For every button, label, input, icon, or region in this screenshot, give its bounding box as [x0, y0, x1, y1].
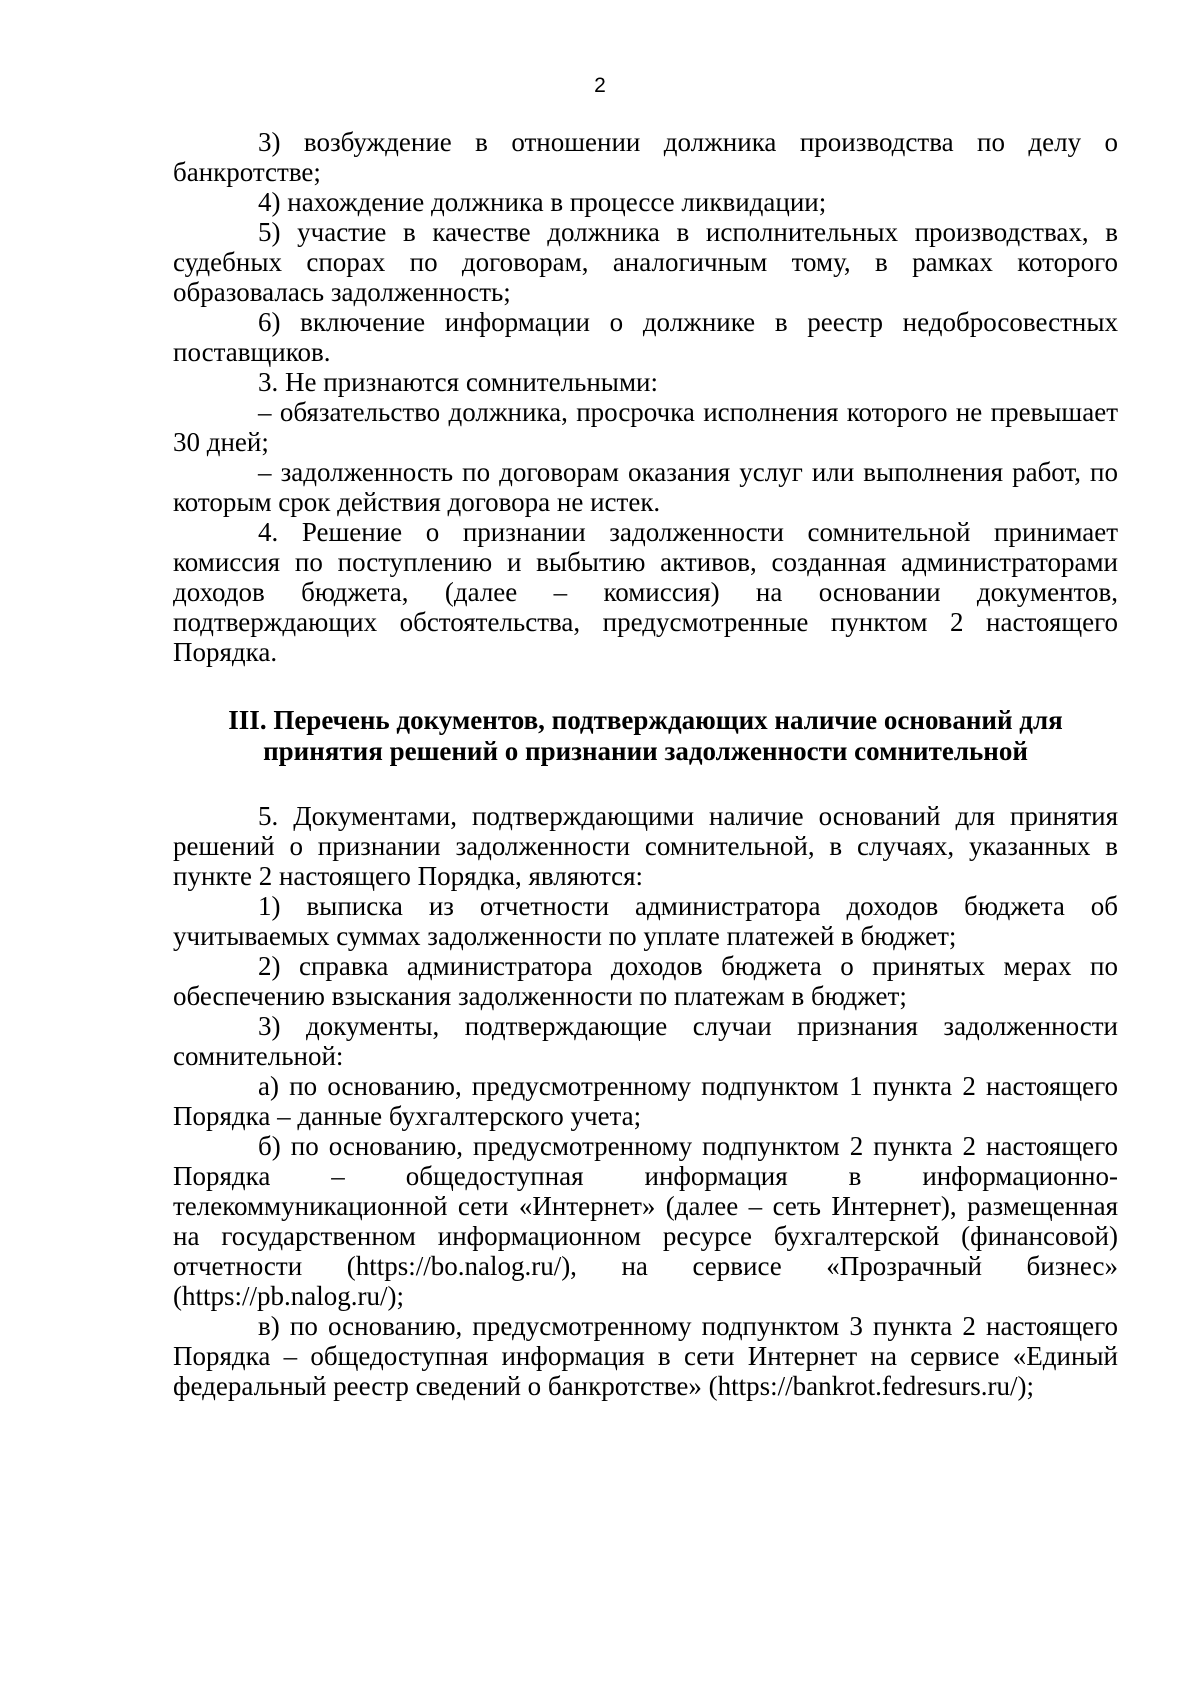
- paragraph-item-5-enforcement: 5) участие в качестве должника в исполнительных производствах, в судебных спорах по договорам, аналогичным тому, в рамках которого образовалась задолженность;: [173, 217, 1118, 307]
- paragraph-doc-b: б) по основанию, предусмотренному подпунктом 2 пункта 2 настоящего Порядка – общедоступная информация в информационно-телекоммуникационной сети «Интернет» (далее – сеть Интернет), размещенная на государственном информационном ресурсе бухгалтерской (финансовой) отчетности (https://bo.nalog.ru/), на сервисе «Прозрачный бизнес» (https://pb.nalog.ru/);: [173, 1131, 1118, 1311]
- page-number: 2: [594, 74, 606, 97]
- paragraph-doc-a: а) по основанию, предусмотренному подпунктом 1 пункта 2 настоящего Порядка – данные бухгалтерского учета;: [173, 1071, 1118, 1131]
- section-heading-line-2: принятия решений о признании задолженности сомнительной: [263, 736, 1028, 766]
- paragraph-doc-3: 3) документы, подтверждающие случаи признания задолженности сомнительной:: [173, 1011, 1118, 1071]
- paragraph-item-4-liquidation: 4) нахождение должника в процессе ликвидации;: [258, 187, 827, 217]
- paragraph-item-3-bankruptcy: 3) возбуждение в отношении должника производства по делу о банкротстве;: [173, 127, 1118, 187]
- paragraph-doc-1: 1) выписка из отчетности администратора доходов бюджета об учитываемых суммах задолженности по уплате платежей в бюджет;: [173, 891, 1118, 951]
- paragraph-clause-5: 5. Документами, подтверждающими наличие оснований для принятия решений о признании задолженности сомнительной, в случаях, указанных в пункте 2 настоящего Порядка, являются:: [173, 801, 1118, 891]
- paragraph-item-6-registry: 6) включение информации о должнике в реестр недобросовестных поставщиков.: [173, 307, 1118, 367]
- paragraph-doc-2: 2) справка администратора доходов бюджета о принятых мерах по обеспечению взыскания задолженности по платежам в бюджет;: [173, 951, 1118, 1011]
- document-body: [173, 127, 1118, 1401]
- section-heading: [173, 705, 1118, 767]
- paragraph-dash-2: – задолженность по договорам оказания услуг или выполнения работ, по которым срок действия договора не истек.: [173, 457, 1118, 517]
- paragraph-clause-4: 4. Решение о признании задолженности сомнительной принимает комиссия по поступлению и выбытию активов, созданная администраторами доходов бюджета, (далее – комиссия) на основании документов, подтверждающих обстоятельства, предусмотренные пунктом 2 настоящего Порядка.: [173, 517, 1118, 667]
- paragraph-clause-3: 3. Не признаются сомнительными:: [258, 367, 658, 397]
- paragraph-doc-c: в) по основанию, предусмотренному подпунктом 3 пункта 2 настоящего Порядка – общедоступная информация в сети Интернет на сервисе «Единый федеральный реестр сведений о банкротстве» (https://bankrot.fedresurs.ru/);: [173, 1311, 1118, 1401]
- section-heading-line-1: III. Перечень документов, подтверждающих наличие оснований для: [228, 705, 1063, 735]
- paragraph-dash-1: – обязательство должника, просрочка исполнения которого не превышает 30 дней;: [173, 397, 1118, 457]
